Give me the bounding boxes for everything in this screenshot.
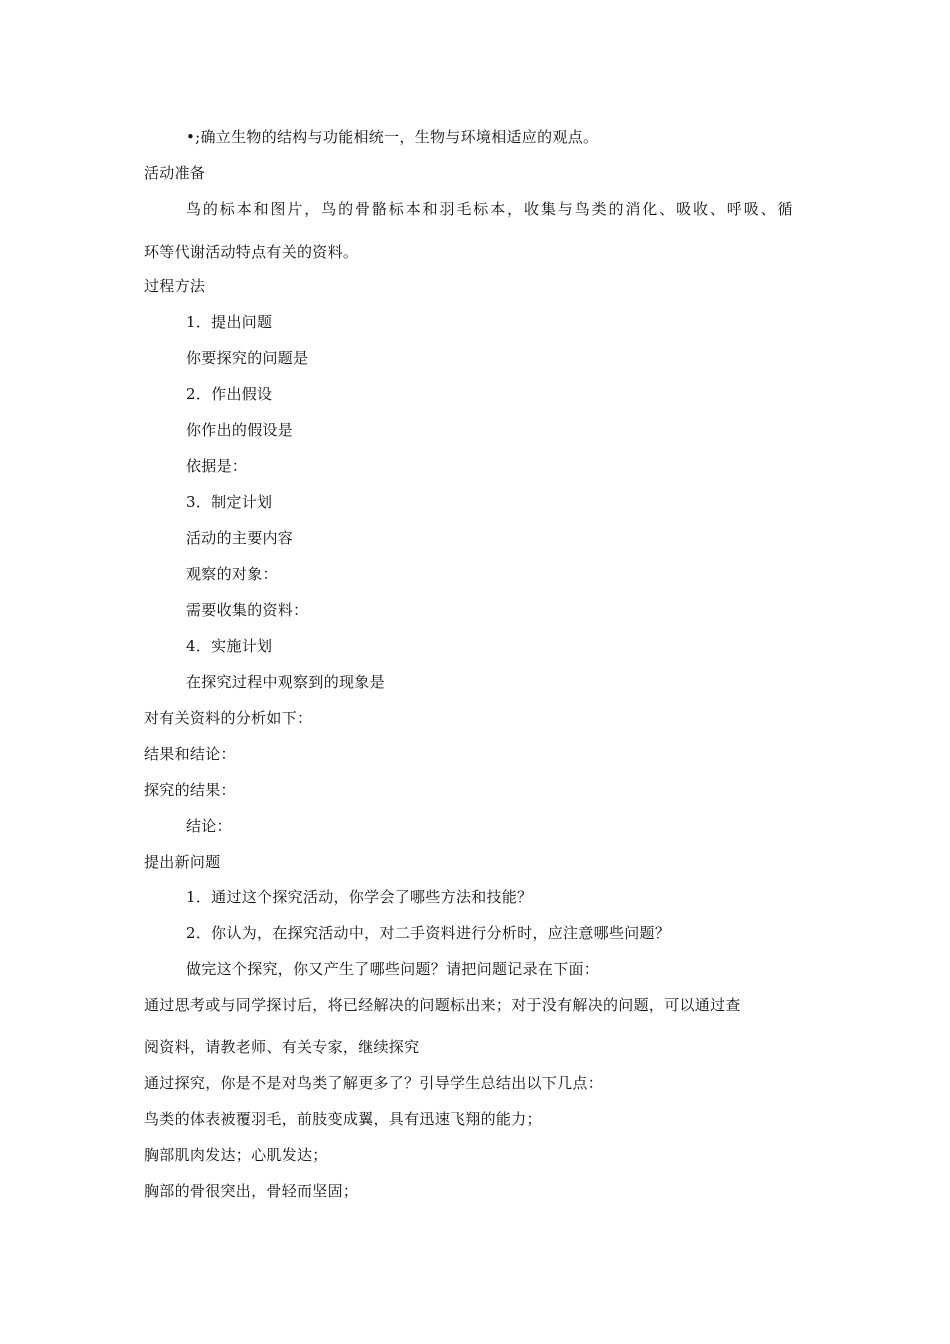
- plan-content-prompt: 活动的主要内容: [186, 529, 294, 547]
- materials-prompt: 需要收集的资料：: [186, 601, 309, 619]
- section-heading-process: 过程方法: [144, 277, 206, 295]
- step-2-heading: 2．作出假设: [186, 385, 273, 403]
- summary-point-1: 鸟类的体表被覆羽毛，前肢变成翼，具有迅速飞翔的能力；: [144, 1110, 542, 1128]
- step-1-heading: 1．提出问题: [186, 313, 273, 331]
- preparation-text-line-1: 鸟的标本和图片，鸟的骨骼标本和羽毛标本，收集与鸟类的消化、吸收、呼吸、循: [186, 200, 795, 218]
- follow-up-text-line-1: 通过思考或与同学探讨后，将已经解决的问题标出来；对于没有解决的问题，可以通过查: [144, 996, 741, 1014]
- step-4-heading: 4．实施计划: [186, 637, 273, 655]
- analysis-prompt: 对有关资料的分析如下：: [144, 709, 313, 727]
- section-heading-preparation: 活动准备: [144, 164, 206, 182]
- results-prompt: 探究的结果：: [144, 781, 236, 799]
- question-prompt: 你要探究的问题是: [186, 349, 309, 367]
- results-conclusion-heading: 结果和结论：: [144, 745, 236, 763]
- new-question-1: 1．通过这个探究活动，你学会了哪些方法和技能？: [186, 888, 533, 906]
- follow-up-text-line-2: 阅资料，请教老师、有关专家，继续探究: [144, 1038, 420, 1056]
- summary-intro: 通过探究，你是不是对鸟类了解更多了？引导学生总结出以下几点：: [144, 1074, 604, 1092]
- observation-object-prompt: 观察的对象：: [186, 565, 278, 583]
- section-heading-new-questions: 提出新问题: [144, 853, 221, 871]
- conclusion-prompt: 结论：: [186, 817, 232, 835]
- new-question-3: 做完这个探究，你又产生了哪些问题？请把问题记录在下面：: [186, 960, 600, 978]
- objective-line: •;确立生物的结构与功能相统一，生物与环境相适应的观点。: [186, 128, 599, 146]
- summary-point-2: 胸部肌肉发达；心肌发达；: [144, 1146, 328, 1164]
- summary-point-3: 胸部的骨很突出，骨轻而坚固；: [144, 1182, 359, 1200]
- preparation-text-line-2: 环等代谢活动特点有关的资料。: [144, 243, 359, 261]
- new-question-2: 2．你认为，在探究活动中，对二手资料进行分析时，应注意哪些问题？: [186, 924, 671, 942]
- step-3-heading: 3．制定计划: [186, 493, 273, 511]
- hypothesis-prompt: 你作出的假设是: [186, 421, 294, 439]
- basis-prompt: 依据是：: [186, 457, 248, 475]
- phenomena-prompt: 在探究过程中观察到的现象是: [186, 673, 385, 691]
